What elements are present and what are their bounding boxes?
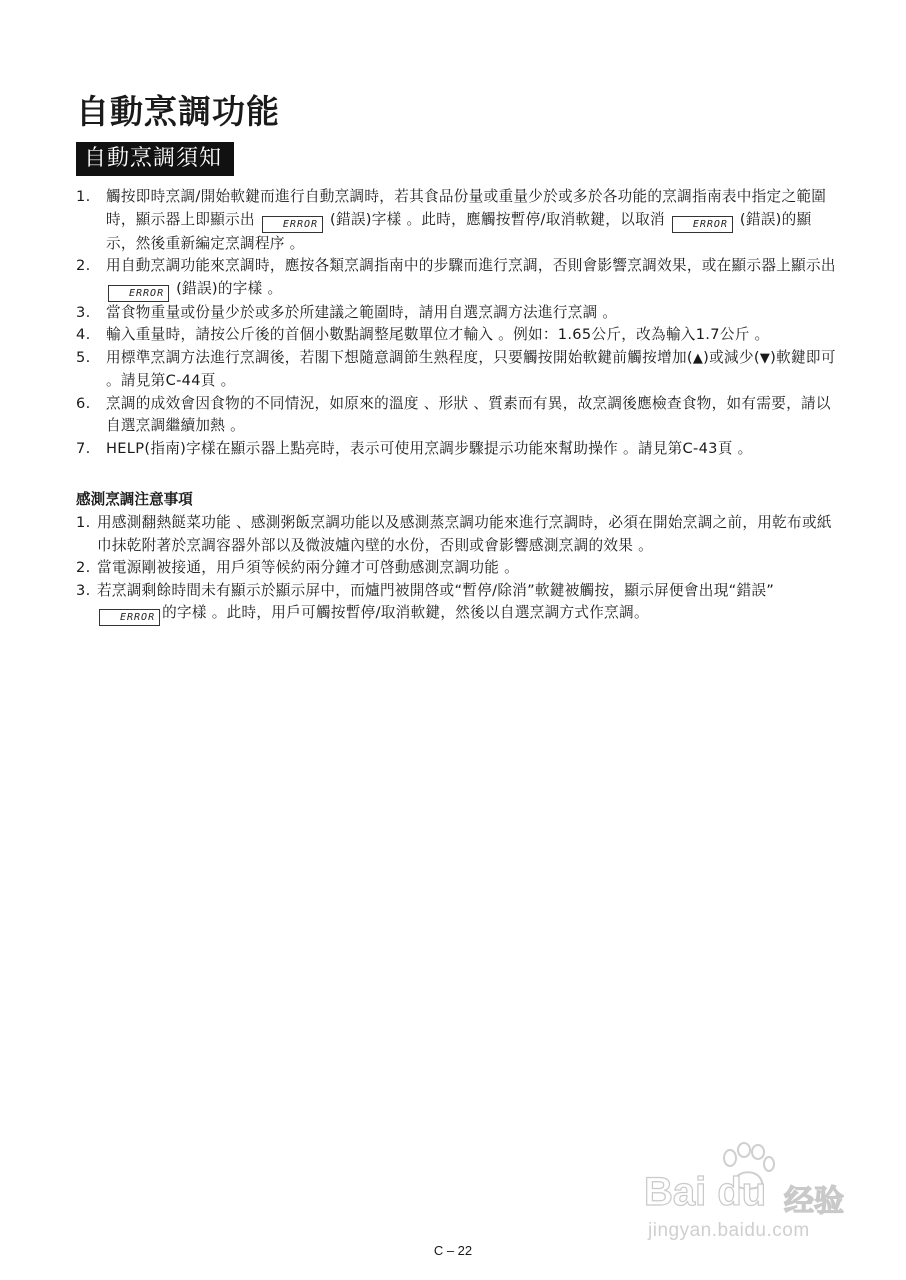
baidu-watermark [644, 1142, 864, 1252]
section-banner: 自動烹調須知 [76, 142, 234, 176]
list-item: 3. 當食物重量或份量少於或多於所建議之範圍時，請用自選烹調方法進行烹調 。 [76, 302, 836, 325]
watermark-url: jingyan.baidu.com [648, 1220, 810, 1241]
item-number: 7. [76, 439, 91, 457]
list-item: 1. 用感測翻熱餸菜功能 、感測粥飯烹調功能以及感測蒸烹調功能來進行烹調時，必須在開始烹調之前，用乾布或紙巾抹乾附著於烹調容器外部以及微波爐內壁的水份，否則或會影響感測烹調的效果 。 [76, 514, 832, 554]
item-number: 5. [76, 348, 91, 366]
page-title: 自動烹調功能 [76, 92, 280, 131]
error-display-icon: ERROR [672, 216, 733, 233]
list-item: 5. 用標準烹調方法進行烹調後，若閣下想隨意調節生熟程度，只要觸按開始軟鍵前觸按增加(▲)或減少(▼)軟鍵即可 。請見第C-44頁 。 [76, 348, 836, 389]
sensor-notes-list [76, 512, 836, 626]
list-item: 2. 用自動烹調功能來烹調時，應按各類烹調指南中的步驟而進行烹調，否則會影響烹調效果，或在顯示器上顯示出 ERROR (錯誤)的字樣 。 [76, 255, 836, 302]
list-item: 1. 觸按即時烹調/開始軟鍵而進行自動烹調時，若其食品份量或重量少於或多於各功能的烹調指南表中指定之範圍時，顯示器上即顯示出 ERROR (錯誤)字樣 。此時，應觸按暫停/取消軟鍵，以取消 ERROR (錯誤)的顯示，然後重新編定烹調程序 。 [76, 188, 827, 252]
notes-list [76, 186, 836, 460]
list-item: 6. 烹調的成效會因食物的不同情況，如原來的溫度 、形狀 、質素而有異，故烹調後應檢查食物，如有需要，請以自選烹調繼續加熱 。 [76, 394, 831, 434]
page-number: C – 22 [433, 1243, 473, 1258]
item-number: 6. [76, 394, 91, 412]
item-number: 3. [76, 303, 91, 321]
item-number: 1. [76, 514, 91, 531]
list-item: 4. 輸入重量時，請按公斤後的首個小數點調整尾數單位才輸入 。例如：1.65公斤，改為輸入1.7公斤 。 [76, 324, 836, 347]
list-item: 7. HELP(指南)字樣在顯示器上點亮時，表示可使用烹調步驟提示功能來幫助操作 。請見第C-43頁 。 [76, 438, 836, 461]
list-item: 2. 當電源剛被接通，用戶須等候約兩分鐘才可啓動感測烹調功能 。 [76, 557, 836, 580]
watermark-brand: Bai du [644, 1170, 767, 1214]
error-display-icon: ERROR [262, 216, 323, 233]
list-item: 3. 若烹調剩餘時間未有顯示於顯示屏中，而爐門被開啓或“暫停/除消”軟鍵被觸按，顯示屏便會出現“錯誤” ERROR 的字樣 。此時，用戶可觸按暫停/取消軟鍵，然後以自選烹調方式作烹調。 [76, 580, 836, 627]
error-display-icon: ERROR [108, 285, 169, 302]
error-display-icon: ERROR [99, 609, 160, 626]
item-number: 2. [76, 257, 91, 274]
item-number: 3. [76, 581, 91, 599]
watermark-cn: 经验 [784, 1184, 844, 1219]
down-arrow-icon: ▼ [759, 350, 771, 366]
item-number: 1. [76, 188, 91, 205]
item-number: 2. [76, 559, 91, 576]
sub-heading: 感測烹調注意事項 [76, 491, 193, 508]
item-number: 4. [76, 326, 91, 343]
up-arrow-icon: ▲ [692, 350, 704, 366]
